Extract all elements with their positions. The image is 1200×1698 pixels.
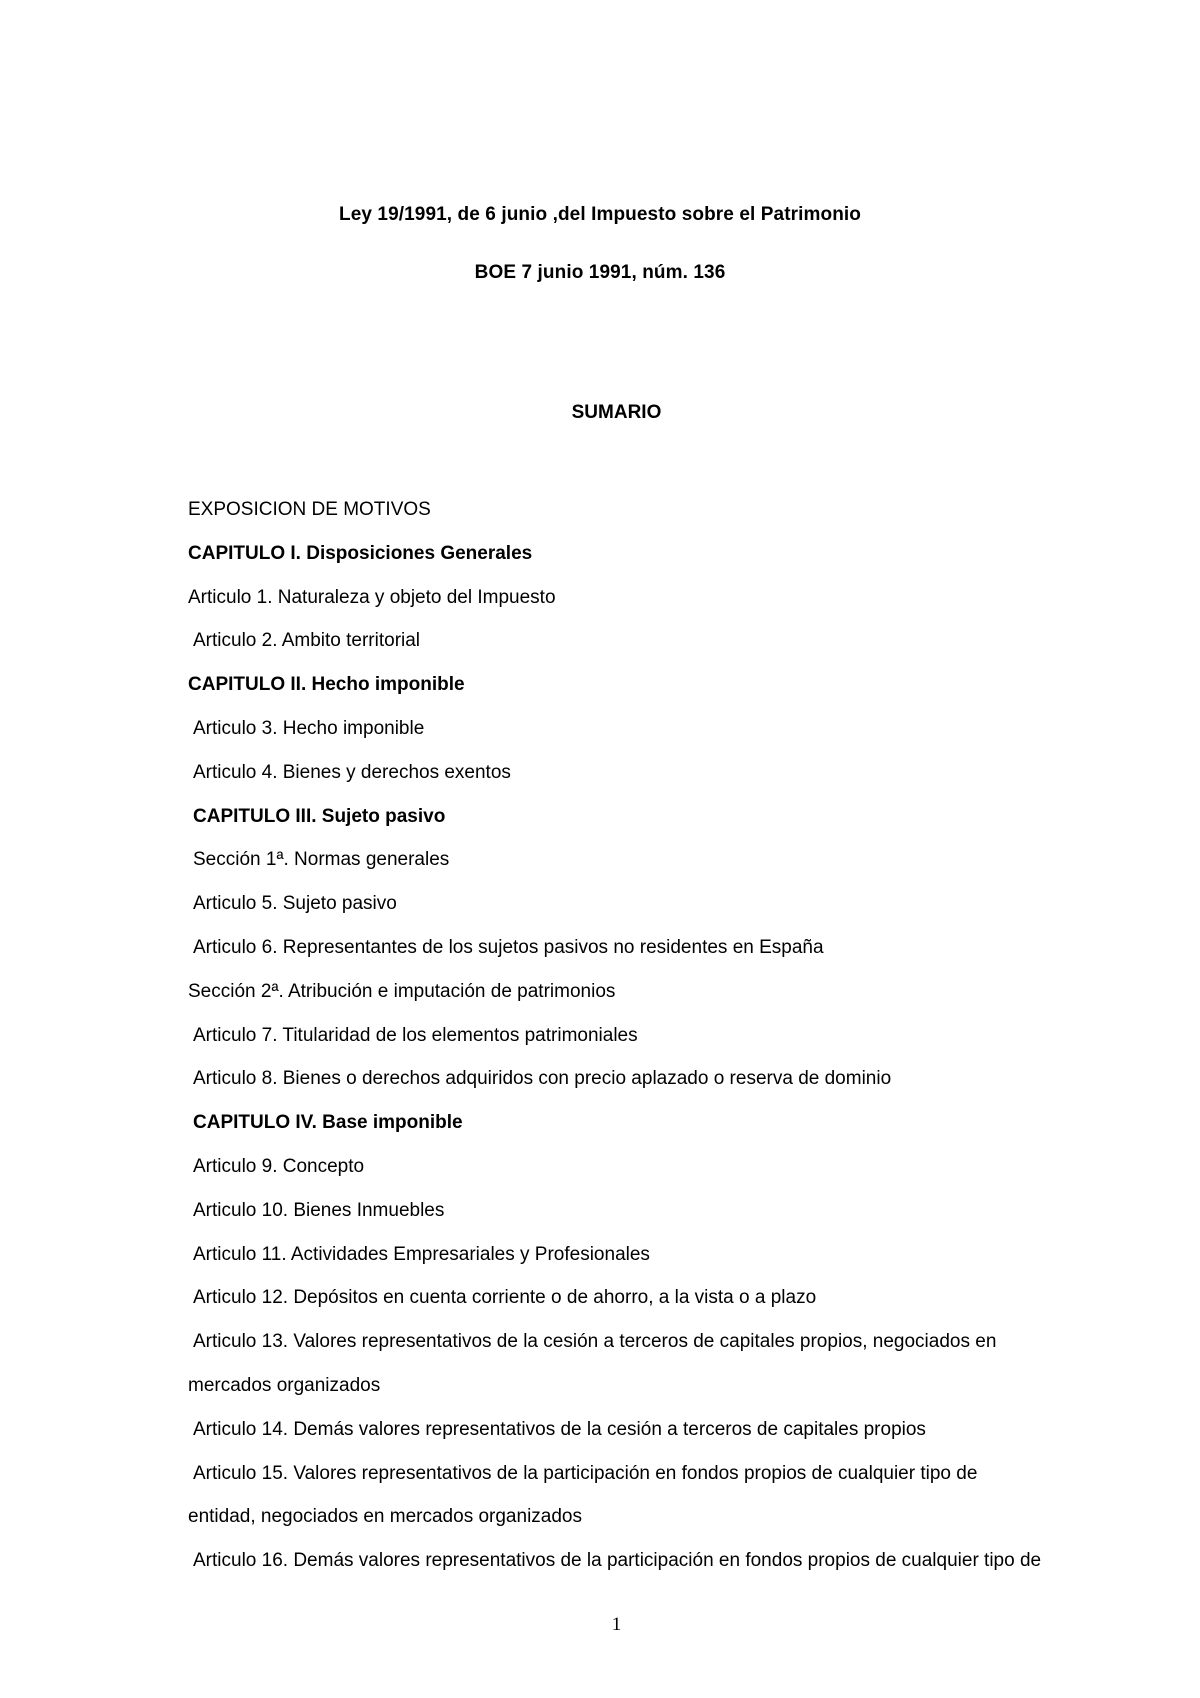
toc-entry: Articulo 9. Concepto xyxy=(193,1155,365,1177)
summary-heading: SUMARIO xyxy=(571,402,662,423)
toc-entry: Articulo 3. Hecho imponible xyxy=(193,717,425,739)
toc-chapter-heading: CAPITULO II. Hecho imponible xyxy=(188,674,465,696)
toc-entry: Articulo 14. Demás valores representativos de la cesión a terceros de capitales propios xyxy=(193,1418,926,1440)
toc-entry: Articulo 6. Representantes de los sujetos pasivos no residentes en España xyxy=(193,936,824,958)
document-title: Ley 19/1991, de 6 junio ,del Impuesto sobre el Patrimonio xyxy=(338,204,862,225)
toc-chapter-heading: CAPITULO IV. Base imponible xyxy=(193,1112,463,1134)
toc-entry: Articulo 1. Naturaleza y objeto del Impuesto xyxy=(188,586,556,608)
toc-chapter-heading: CAPITULO I. Disposiciones Generales xyxy=(188,542,533,564)
document-subtitle: BOE 7 junio 1991, núm. 136 xyxy=(474,262,726,283)
toc-entry: Articulo 8. Bienes o derechos adquiridos con precio aplazado o reserva de dominio xyxy=(193,1068,892,1090)
toc-entry: Articulo 15. Valores representativos de la participación en fondos propios de cualquier tipo de xyxy=(193,1462,978,1484)
toc-entry: Articulo 7. Titularidad de los elementos patrimoniales xyxy=(193,1024,638,1046)
toc-entry: mercados organizados xyxy=(188,1374,381,1396)
table-of-contents xyxy=(188,497,1108,1592)
toc-entry: Articulo 12. Depósitos en cuenta corriente o de ahorro, a la vista o a plazo xyxy=(193,1287,817,1309)
toc-entry: Articulo 11. Actividades Empresariales y Profesionales xyxy=(193,1243,650,1265)
toc-entry: Sección 1ª. Normas generales xyxy=(193,849,450,871)
toc-entry: Sección 2ª. Atribución e imputación de patrimonios xyxy=(188,980,616,1002)
toc-entry: EXPOSICION DE MOTIVOS xyxy=(188,499,431,520)
toc-entry: Articulo 10. Bienes Inmuebles xyxy=(193,1199,445,1221)
toc-entry: entidad, negociados en mercados organizados xyxy=(188,1506,582,1528)
toc-entry: Articulo 16. Demás valores representativos de la participación en fondos propios de cualquier tipo de xyxy=(193,1550,1042,1572)
toc-entry: Articulo 2. Ambito territorial xyxy=(193,630,421,652)
toc-entry: Articulo 5. Sujeto pasivo xyxy=(193,893,397,915)
page-number: 1 xyxy=(611,1614,622,1635)
toc-entry: Articulo 4. Bienes y derechos exentos xyxy=(193,761,511,783)
toc-chapter-heading: CAPITULO III. Sujeto pasivo xyxy=(193,805,446,827)
toc-entry: Articulo 13. Valores representativos de la cesión a terceros de capitales propios, negociados en xyxy=(193,1331,997,1353)
